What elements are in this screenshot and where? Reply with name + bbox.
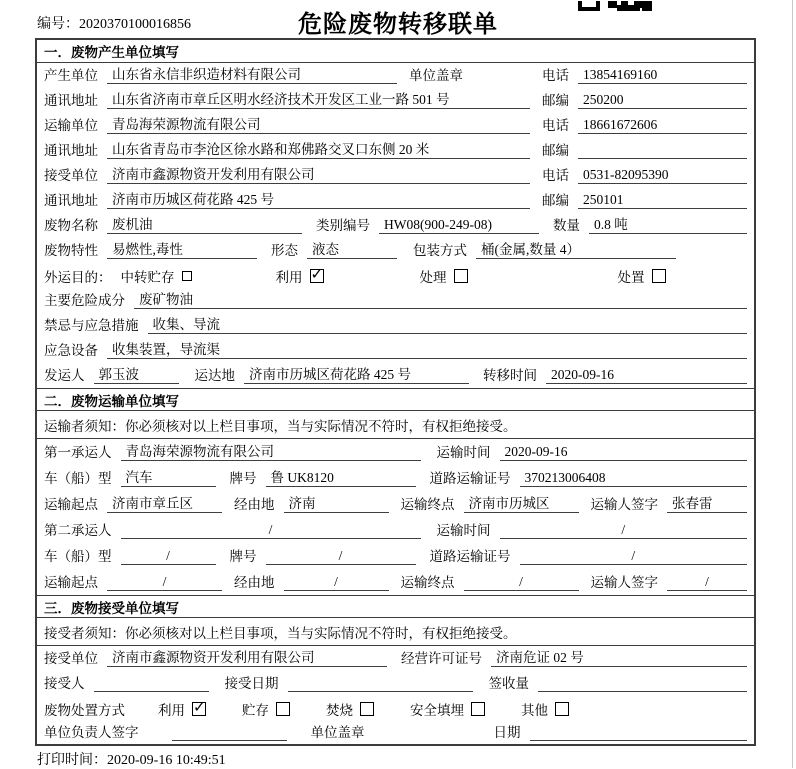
producer-row <box>37 63 754 88</box>
origin-label: 运输起点 <box>44 575 98 590</box>
phone-label: 电话 <box>542 168 569 183</box>
hazard-label: 主要危险成分 <box>44 293 125 308</box>
emergency-equipment-row <box>37 338 754 363</box>
carrier2-label: 第二承运人 <box>44 523 112 538</box>
operating-license-label: 经营许可证号 <box>401 651 482 666</box>
purpose-dispose-checkbox <box>652 269 666 283</box>
vehicle-type-value: 汽车 <box>121 466 216 487</box>
print-time-label: 打印时间： <box>37 753 107 768</box>
receiver-label: 接受单位 <box>44 168 98 183</box>
vehicle2-row <box>37 543 754 569</box>
producer-label: 产生单位 <box>44 68 98 83</box>
character-label: 废物特性 <box>44 243 98 258</box>
vehicle1-row <box>37 465 754 491</box>
carrier-sign-label: 运输人签字 <box>590 575 658 590</box>
via-label: 经由地 <box>234 497 275 512</box>
transporter-address-row <box>37 138 754 163</box>
waste-name-value: 废机油 <box>107 213 302 234</box>
zip-label: 邮编 <box>542 143 569 158</box>
emergency-measures-row <box>37 313 754 338</box>
disposal-option-label: 安全填埋 <box>410 702 464 718</box>
notice-text: 你必须核对以上栏目事项，当与实际情况不符时，有权拒绝接受。 <box>125 625 517 641</box>
carrier1-label: 第一承运人 <box>44 445 112 460</box>
transporter-row <box>37 113 754 138</box>
signed-amount-label: 签收量 <box>488 676 529 691</box>
origin2-value: / <box>107 574 222 591</box>
accept-date-value <box>288 676 473 692</box>
via-label: 经由地 <box>234 575 275 590</box>
disposal-use-checkbox <box>192 702 206 716</box>
notice-label: 接受者须知： <box>44 625 125 641</box>
road-license-label: 道路运输证号 <box>429 471 511 486</box>
taboo-label: 禁忌与应急措施 <box>44 318 139 333</box>
transfer-time-value: 2020-09-16 <box>546 367 747 384</box>
road-license-label: 道路运输证号 <box>429 549 511 564</box>
producer-address-row <box>37 88 754 113</box>
page-title: 危险废物转移联单 <box>298 12 498 38</box>
qr-code-partial-icon <box>578 0 654 11</box>
carrier-sign-value: 张春雷 <box>667 492 747 513</box>
purpose-option-label: 中转贮存 <box>120 269 175 285</box>
purpose-option-label: 处理 <box>419 269 447 285</box>
via-value: 济南 <box>284 492 389 513</box>
route1-row <box>37 491 754 517</box>
manager-sign-label: 单位负责人签字 <box>44 725 139 740</box>
destination-label: 运达地 <box>194 368 235 383</box>
receiver-address-row <box>37 188 754 213</box>
notice-text: 你必须核对以上栏目事项，当与实际情况不符时，有权拒绝接受。 <box>125 418 517 434</box>
section1-header: 一．废物产生单位填写 <box>37 40 754 63</box>
disposal-other-checkbox <box>555 702 569 716</box>
carrier-sign-label: 运输人签字 <box>590 497 658 512</box>
receiver-phone-value: 0531-82095390 <box>578 167 747 184</box>
address-label: 通讯地址 <box>44 93 98 108</box>
waste-name-row <box>37 213 754 238</box>
phone-label: 电话 <box>542 118 569 133</box>
manager-sign-value <box>172 725 287 741</box>
plate-label: 牌号 <box>229 549 257 564</box>
disposal-store-checkbox <box>276 702 290 716</box>
receiver-value: 济南市鑫源物资开发利用有限公司 <box>107 163 530 184</box>
accept-date-label: 接受日期 <box>224 676 279 691</box>
road-license-value: 370213006408 <box>520 470 748 487</box>
road-license2-value: / <box>520 548 748 565</box>
disposal-burn-checkbox <box>360 702 374 716</box>
recipient-value <box>94 676 209 692</box>
purpose-use-checkbox <box>310 269 324 283</box>
transfer-time-label: 转移时间 <box>483 368 537 383</box>
category-value: HW08(900-249-08) <box>379 217 539 234</box>
plate2-value: / <box>266 548 416 565</box>
manager-signature-row <box>37 721 754 745</box>
transport-time2-value: / <box>500 522 748 539</box>
transport-time-label: 运输时间 <box>436 523 491 538</box>
transporter-zip-value <box>578 143 747 159</box>
form-value: 液态 <box>307 238 397 259</box>
print-time-line <box>37 749 226 769</box>
endpoint2-value: / <box>464 574 579 591</box>
quantity-value: 0.8 吨 <box>589 213 747 234</box>
date-label: 日期 <box>493 725 521 740</box>
receiver-notice-row <box>37 618 754 646</box>
address-label: 通讯地址 <box>44 143 98 158</box>
recipient-label: 接受人 <box>44 676 85 691</box>
unit-seal-label: 单位盖章 <box>310 725 365 740</box>
page-edge-divider <box>792 0 793 768</box>
equipment-label: 应急设备 <box>44 343 98 358</box>
hazard-component-row <box>37 288 754 313</box>
quantity-label: 数量 <box>553 218 580 233</box>
accept-unit-value: 济南市鑫源物资开发利用有限公司 <box>107 646 387 667</box>
endpoint-label: 运输终点 <box>400 575 455 590</box>
vehicle-type-label: 车（船）型 <box>44 471 112 486</box>
producer-address-value: 山东省济南市章丘区明水经济技术开发区工业一路 501 号 <box>107 88 530 109</box>
accept-unit-label: 接受单位 <box>44 651 98 666</box>
purpose-option-label: 处置 <box>617 269 645 285</box>
zip-label: 邮编 <box>542 93 569 108</box>
purpose-option-label: 利用 <box>275 269 303 285</box>
purpose-treat-checkbox <box>454 269 468 283</box>
destination-value: 济南市历城区荷花路 425 号 <box>244 363 469 384</box>
producer-value: 山东省永信非织造材料有限公司 <box>107 63 397 84</box>
taboo-value: 收集、导流 <box>148 313 748 334</box>
plate-value: 鲁 UK8120 <box>266 466 416 487</box>
transporter-notice-row <box>37 411 754 439</box>
character-value: 易燃性,毒性 <box>107 238 257 259</box>
packing-label: 包装方式 <box>413 243 467 258</box>
consignor-value: 郭玉波 <box>94 363 179 384</box>
disposal-label: 废物处置方式 <box>44 702 125 718</box>
category-label: 类别编号 <box>316 218 370 233</box>
print-time-value: 2020-09-16 10:49:51 <box>107 753 226 768</box>
carrier-sign2-value: / <box>667 574 747 591</box>
receiver-address-value: 济南市历城区荷花路 425 号 <box>107 188 530 209</box>
recipient-row <box>37 671 754 696</box>
disposal-option-label: 贮存 <box>242 702 269 718</box>
waste-name-label: 废物名称 <box>44 218 98 233</box>
route2-row <box>37 569 754 595</box>
section3-header: 三．废物接受单位填写 <box>37 595 754 618</box>
zip-label: 邮编 <box>542 193 569 208</box>
accept-unit-row <box>37 646 754 671</box>
carrier2-value: / <box>121 522 421 539</box>
first-carrier-row <box>37 439 754 465</box>
disposal-option-label: 其他 <box>521 702 548 718</box>
transport-time-value: 2020-09-16 <box>500 444 748 461</box>
purpose-storage-checkbox <box>182 271 192 281</box>
notice-label: 运输者须知： <box>44 418 125 434</box>
transporter-phone-value: 18661672606 <box>578 117 747 134</box>
disposal-landfill-checkbox <box>471 702 485 716</box>
disposal-method-row <box>37 696 754 721</box>
form-label: 形态 <box>271 243 298 258</box>
consignor-label: 发运人 <box>44 368 85 383</box>
serial-value: 2020370100016856 <box>79 17 191 32</box>
disposal-option-label: 利用 <box>158 702 185 718</box>
waste-character-row <box>37 238 754 263</box>
endpoint-label: 运输终点 <box>400 497 455 512</box>
transporter-label: 运输单位 <box>44 118 98 133</box>
transporter-value: 青岛海荣源物流有限公司 <box>107 113 530 134</box>
origin-label: 运输起点 <box>44 497 98 512</box>
vehicle-type-label: 车（船）型 <box>44 549 112 564</box>
receiver-zip-value: 250101 <box>578 192 747 209</box>
vehicle-type2-value: / <box>121 548 216 565</box>
packing-value: 桶(金属,数量 4） <box>476 238 676 259</box>
section2-header: 二．废物运输单位填写 <box>37 388 754 411</box>
serial-label: 编号： <box>37 17 79 32</box>
endpoint-value: 济南市历城区 <box>464 492 579 513</box>
producer-phone-value: 13854169160 <box>578 67 747 84</box>
operating-license-value: 济南危证 02 号 <box>491 646 747 667</box>
date-value <box>530 725 748 741</box>
producer-zip-value: 250200 <box>578 92 747 109</box>
via2-value: / <box>284 574 389 591</box>
plate-label: 牌号 <box>229 471 257 486</box>
purpose-label: 外运目的： <box>44 269 112 285</box>
unit-seal-label: 单位盖章 <box>409 68 463 83</box>
signed-amount-value <box>538 676 747 692</box>
consignor-row <box>37 363 754 388</box>
disposal-option-label: 焚烧 <box>326 702 353 718</box>
origin-value: 济南市章丘区 <box>107 492 222 513</box>
second-carrier-row <box>37 517 754 543</box>
manifest-form <box>35 38 756 746</box>
phone-label: 电话 <box>542 68 569 83</box>
receiver-row <box>37 163 754 188</box>
equipment-value: 收集装置，导流渠 <box>107 338 747 359</box>
transfer-purpose-row <box>37 263 754 288</box>
hazard-value: 废矿物油 <box>134 288 747 309</box>
transport-time-label: 运输时间 <box>436 445 491 460</box>
transporter-address-value: 山东省青岛市李沧区徐水路和郑佛路交叉口东侧 20 米 <box>107 138 530 159</box>
address-label: 通讯地址 <box>44 193 98 208</box>
carrier1-value: 青岛海荣源物流有限公司 <box>121 440 421 461</box>
